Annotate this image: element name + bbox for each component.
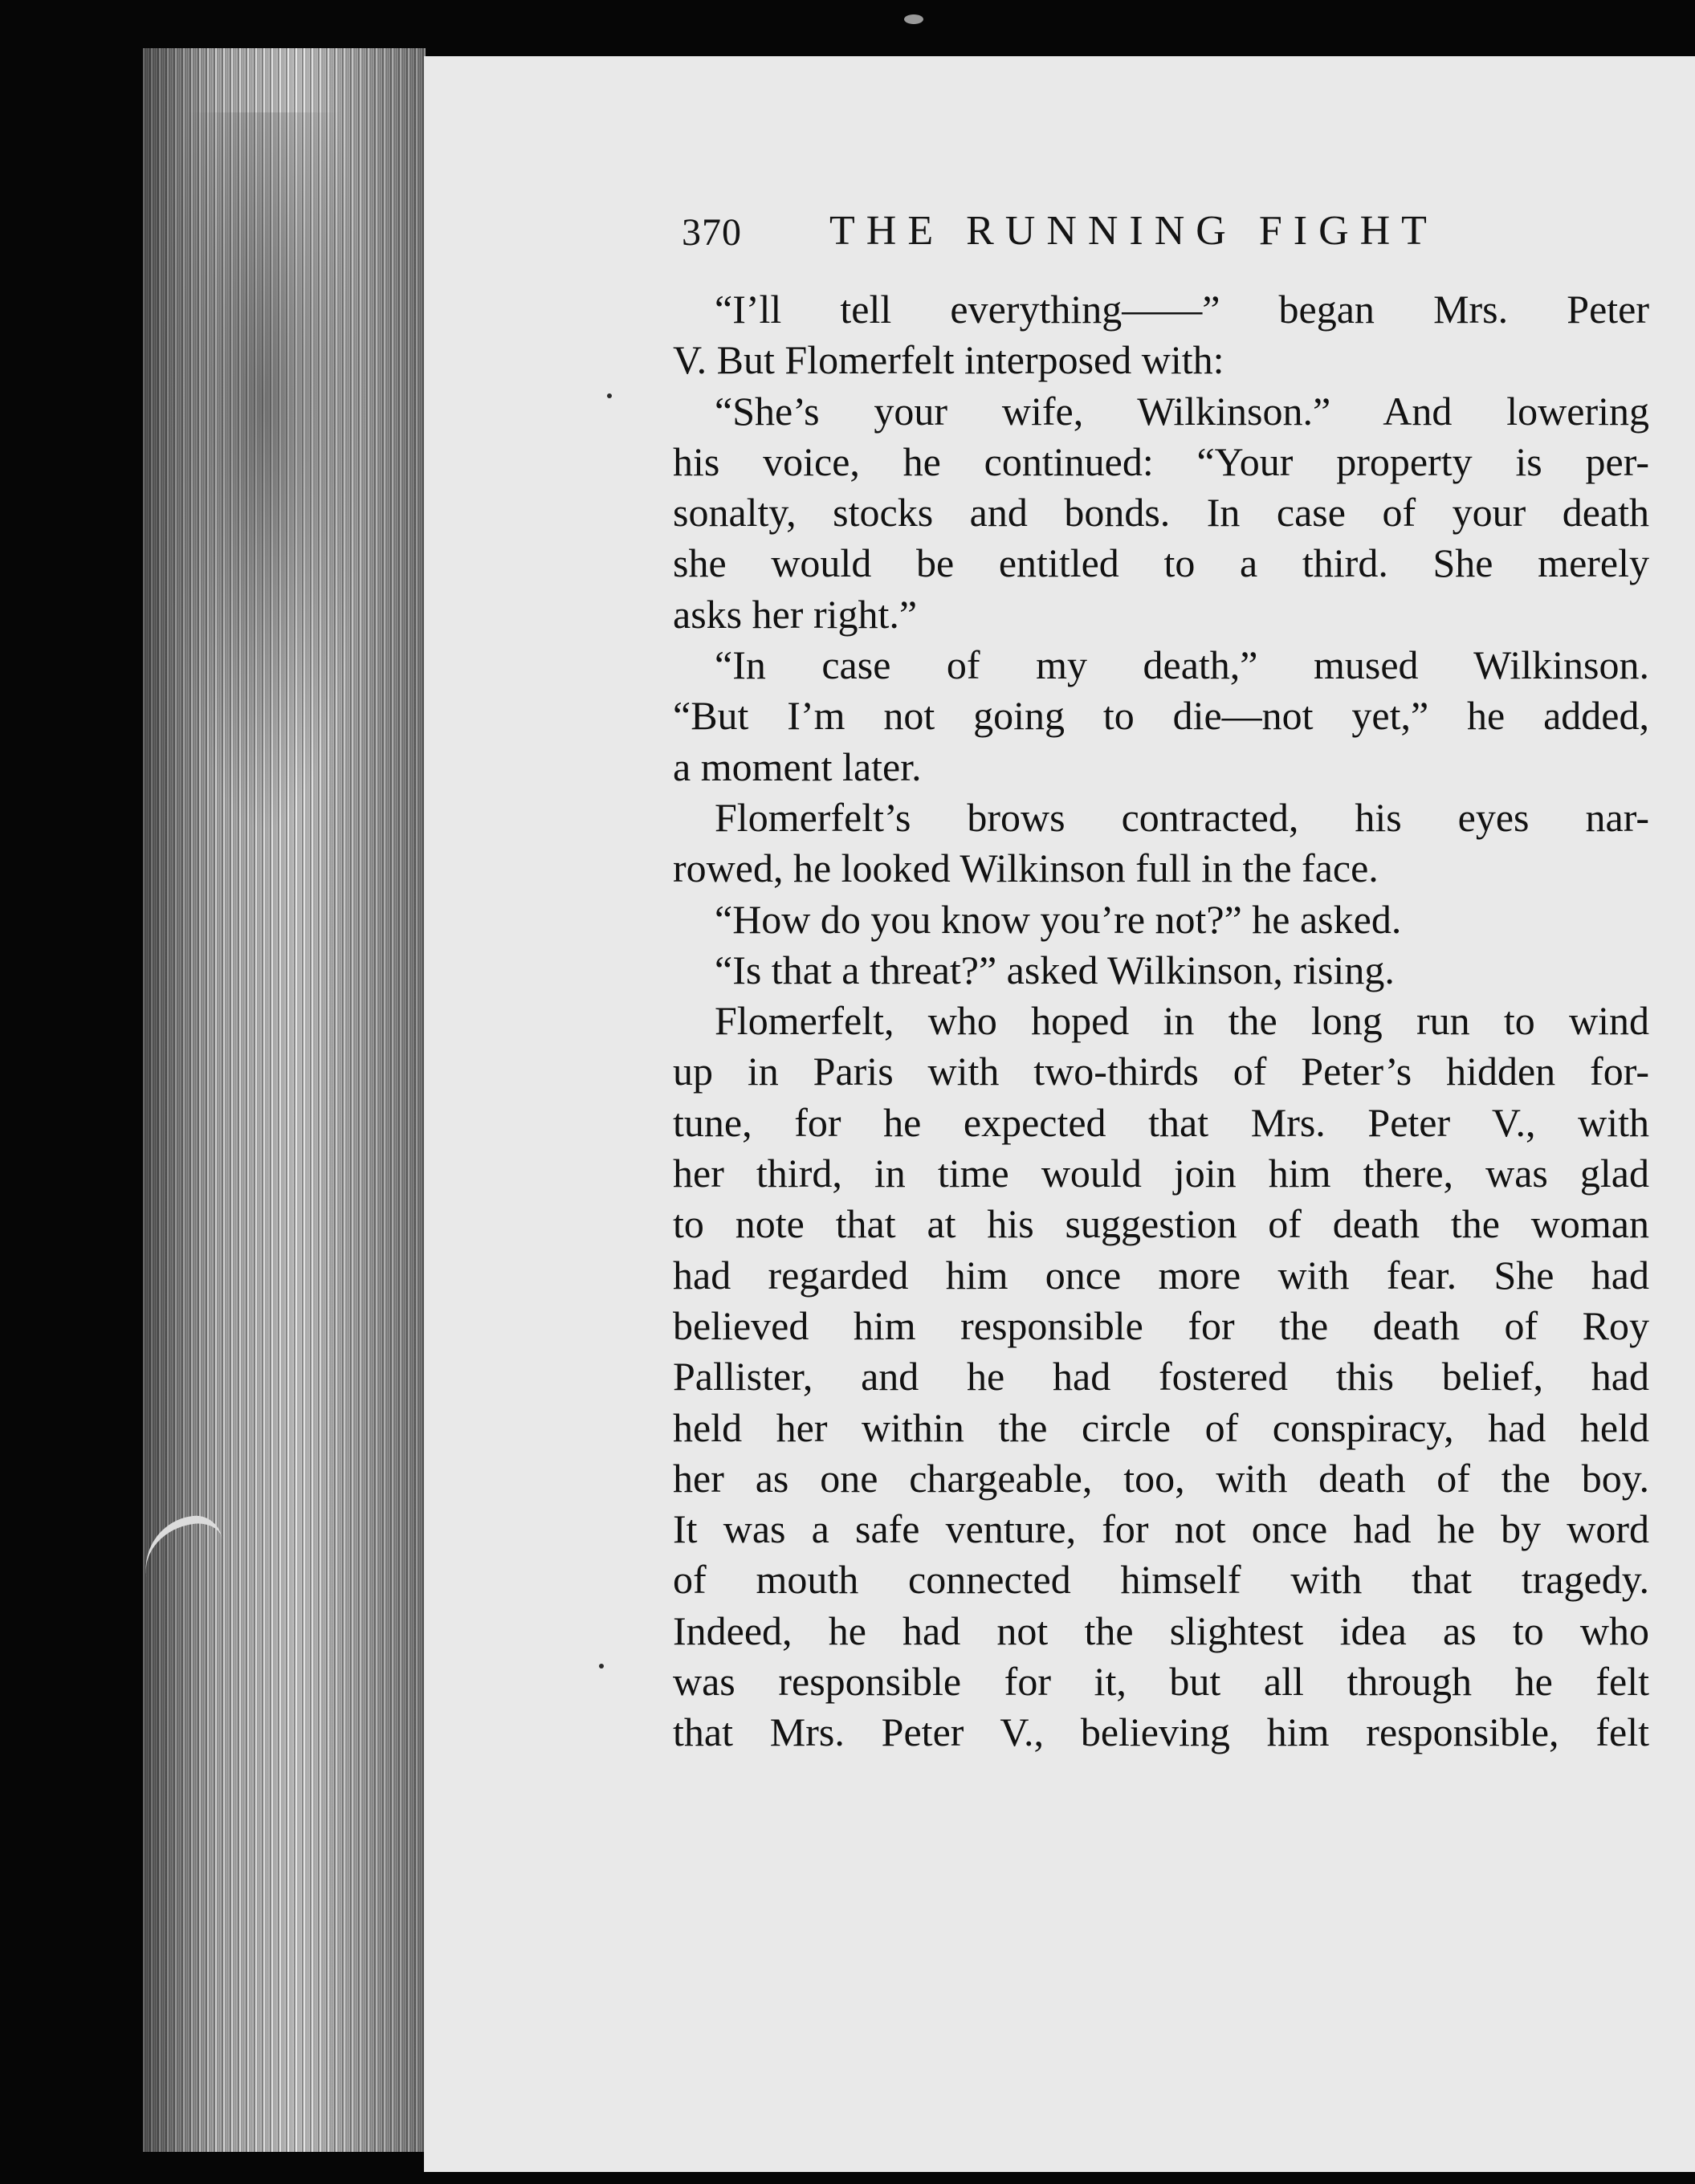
text-line: “Is that a threat?” asked Wilkinson, rising.: [715, 947, 1395, 992]
text-line: Flomerfelt, who hoped in the long run to wind: [715, 998, 1649, 1044]
text-line: Indeed, he had not the slightest idea as to who: [673, 1607, 1649, 1653]
text-line: was responsible for it, but all through he felt: [673, 1659, 1649, 1705]
text-line: believed him responsible for the death of Roy: [673, 1302, 1649, 1348]
text-line: tune, for he expected that Mrs. Peter V., with: [673, 1099, 1649, 1145]
text-line: rowed, he looked Wilkinson full in the face.: [673, 845, 1379, 891]
text-line: up in Paris with two-thirds of Peter’s hidden for-: [673, 1049, 1649, 1094]
scan-speck: [599, 1664, 604, 1669]
text-line: “In case of my death,” mused Wilkinson.: [715, 642, 1649, 688]
text-line: she would be entitled to a third. She merely: [673, 540, 1649, 586]
page-number: 370: [682, 211, 742, 254]
text-line: “How do you know you’re not?” he asked.: [715, 896, 1402, 942]
text-line: “But I’m not going to die—not yet,” he added,: [673, 693, 1649, 739]
text-line: her as one chargeable, too, with death of the boy.: [673, 1455, 1649, 1501]
text-line: of mouth connected himself with that tragedy.: [673, 1557, 1649, 1603]
text-line: a moment later.: [673, 744, 922, 789]
scan-speck: [607, 393, 612, 398]
running-title: THE RUNNING FIGHT: [829, 208, 1438, 254]
edge-mark: [139, 1512, 227, 1587]
text-line: Flomerfelt’s brows contracted, his eyes nar-: [715, 794, 1649, 840]
text-line: her third, in time would join him there, was glad: [673, 1151, 1649, 1196]
text-line: “She’s your wife, Wilkinson.” And lowering: [715, 388, 1649, 434]
text-line: held her within the circle of conspiracy, had held: [673, 1404, 1649, 1450]
scan-speck: [904, 14, 923, 24]
text-line: asks her right.”: [673, 591, 918, 637]
text-line: to note that at his suggestion of death the woman: [673, 1201, 1649, 1247]
text-line: had regarded him once more with fear. She had: [673, 1252, 1649, 1298]
text-line: his voice, he continued: “Your property is per-: [673, 438, 1649, 484]
page-header: [682, 207, 1485, 271]
text-line: sonalty, stocks and bonds. In case of your death: [673, 490, 1649, 536]
page-edges: [143, 48, 426, 2152]
text-line: Pallister, and he had fostered this belief, had: [673, 1354, 1649, 1400]
body-text: [673, 284, 1649, 1758]
page: [424, 56, 1695, 2172]
text-line: V. But Flomerfelt interposed with:: [673, 337, 1224, 383]
text-line: It was a safe venture, for not once had he by word: [673, 1506, 1649, 1552]
text-line: that Mrs. Peter V., believing him responsible, felt: [673, 1709, 1649, 1755]
text-line: “I’ll tell everything——” began Mrs. Peter: [715, 287, 1649, 332]
